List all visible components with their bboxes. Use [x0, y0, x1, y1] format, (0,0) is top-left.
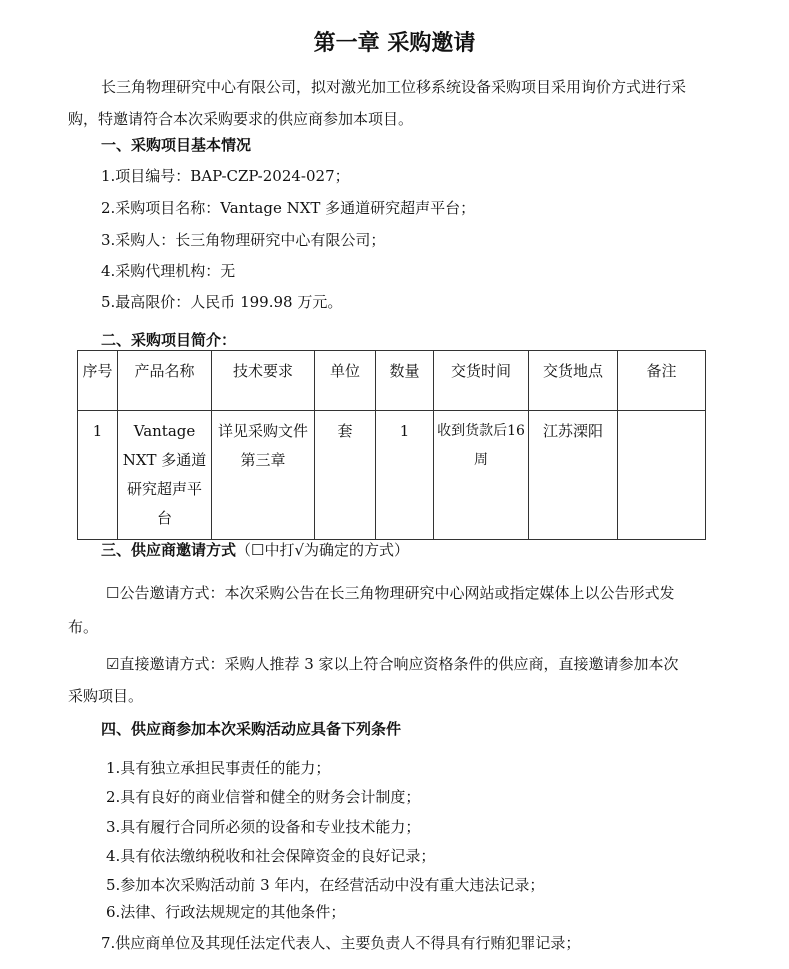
option-direct: ☑直接邀请方式：采购人推荐 3 家以上符合响应资格条件的供应商，直接邀请参加本次 — [106, 655, 679, 673]
project-table — [77, 350, 706, 540]
condition-item: 7.供应商单位及其现任法定代表人、主要负责人不得具有行贿犯罪记录； — [101, 934, 581, 952]
cell: 1 — [78, 411, 118, 540]
intro-line-1: 长三角物理研究中心有限公司，拟对激光加工位移系统设备采购项目采用询价方式进行采 — [101, 78, 687, 96]
item: 4.采购代理机构：无 — [101, 262, 236, 280]
condition-item: 5.参加本次采购活动前 3 年内，在经营活动中没有重大违法记录； — [106, 876, 545, 894]
condition-item: 6.法律、行政法规规定的其他条件； — [106, 903, 346, 921]
option-public: ☐公告邀请方式：本次采购公告在长三角物理研究中心网站或指定媒体上以公告形式发 — [106, 584, 675, 602]
section3-heading: 三、供应商邀请方式 — [101, 541, 237, 559]
section2-heading: 二、采购项目简介： — [101, 331, 237, 349]
condition-item: 1.具有独立承担民事责任的能力； — [106, 759, 331, 777]
cell: 江苏溧阳 — [529, 411, 618, 540]
condition-item: 3.具有履行合同所必须的设备和专业技术能力； — [106, 818, 421, 836]
item: 3.采购人：长三角物理研究中心有限公司； — [101, 231, 386, 249]
condition-item: 4.具有依法缴纳税收和社会保障资金的良好记录； — [106, 847, 436, 865]
condition-item: 2.具有良好的商业信誉和健全的财务会计制度； — [106, 788, 421, 806]
header-cell: 单位 — [315, 351, 376, 411]
header-cell: 交货时间 — [434, 351, 529, 411]
header-cell: 技术要求 — [212, 351, 315, 411]
cell: 详见采购文件第三章 — [212, 411, 315, 540]
header-cell: 产品名称 — [118, 351, 212, 411]
cell: 收到货款后16 周 — [434, 411, 529, 540]
header-cell: 备注 — [618, 351, 706, 411]
section4-heading: 四、供应商参加本次采购活动应具备下列条件 — [101, 720, 402, 738]
table-row — [78, 411, 706, 540]
header-cell: 序号 — [78, 351, 118, 411]
header-cell: 数量 — [376, 351, 434, 411]
option-direct-cont: 采购项目。 — [68, 687, 144, 705]
item: 1.项目编号：BAP-CZP-2024-027； — [101, 167, 350, 185]
header-cell: 交货地点 — [529, 351, 618, 411]
intro-line-2: 购，特邀请符合本次采购要求的供应商参加本项目。 — [68, 110, 414, 128]
section1-heading: 一、采购项目基本情况 — [101, 136, 252, 154]
cell: Vantage NXT 多通道研究超声平台 — [118, 411, 212, 540]
cell: 1 — [376, 411, 434, 540]
item: 2.采购项目名称：Vantage NXT 多通道研究超声平台； — [101, 199, 476, 217]
chapter-title: 第一章 采购邀请 — [313, 30, 476, 56]
item: 5.最高限价：人民币 199.98 万元。 — [101, 293, 343, 311]
option-public-cont: 布。 — [68, 618, 99, 636]
section3-note: （☐中打√为确定的方式） — [236, 541, 410, 559]
cell — [618, 411, 706, 540]
table-header-row — [78, 351, 706, 411]
cell: 套 — [315, 411, 376, 540]
